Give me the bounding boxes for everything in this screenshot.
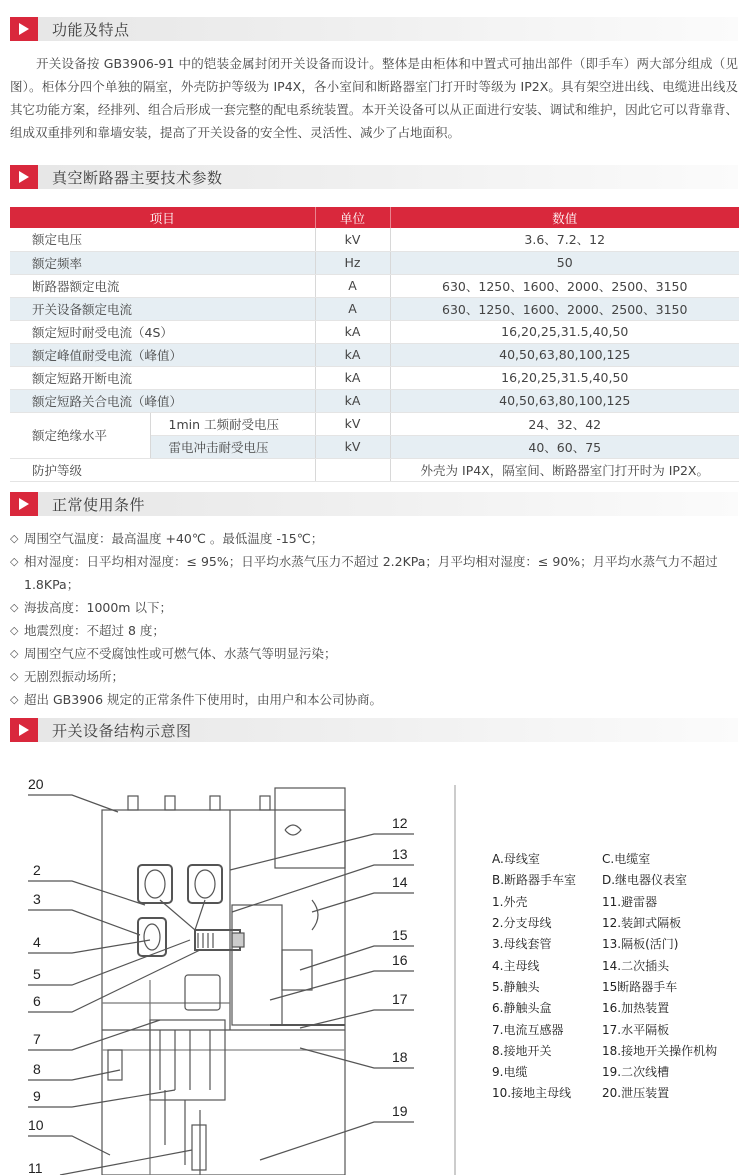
callout-19: 19	[392, 1103, 408, 1119]
table-row	[10, 412, 739, 435]
diamond-bullet-icon: ◇	[10, 693, 19, 706]
row-item: 额定短时耐受电流（4S）	[10, 320, 315, 343]
header-item: 项目	[10, 207, 315, 228]
callout-15: 15	[392, 927, 408, 943]
diamond-bullet-icon: ◇	[10, 532, 19, 545]
row-unit: kA	[315, 389, 390, 412]
row-unit: kA	[315, 343, 390, 366]
table-row	[10, 251, 739, 274]
diamond-bullet-icon: ◇	[10, 647, 19, 660]
row-item: 开关设备额定电流	[10, 297, 315, 320]
callout-16: 16	[392, 952, 408, 968]
table-header-row	[10, 207, 739, 228]
table-row	[10, 458, 739, 481]
row-value: 3.6、7.2、12	[390, 228, 739, 251]
legend-row: A.母线室 C.电缆室	[492, 852, 651, 867]
cabinet-outline	[102, 810, 345, 1175]
section-header-params	[10, 165, 738, 189]
section-title-structure: 开关设备结构示意图	[52, 721, 192, 740]
row-value: 16,20,25,31.5,40,50	[390, 320, 739, 343]
callout-2: 2	[33, 862, 41, 878]
legend-row: B.断路器手车室 D.继电器仪表室	[492, 873, 688, 888]
callout-17: 17	[392, 991, 408, 1007]
callout-10: 10	[28, 1117, 44, 1133]
callout-14: 14	[392, 874, 408, 890]
legend-row: 1.外壳 11.避雷器	[492, 894, 658, 909]
row-unit	[315, 458, 390, 481]
diagram-legend	[492, 848, 742, 1104]
table-row	[10, 389, 739, 412]
row-unit: A	[315, 274, 390, 297]
row-unit: kA	[315, 366, 390, 389]
callout-11: 11	[28, 1160, 43, 1175]
row-unit: kA	[315, 320, 390, 343]
row-unit: kV	[315, 228, 390, 251]
section-title-features: 功能及特点	[52, 20, 130, 39]
list-item: ◇ 超出 GB3906 规定的正常条件下使用时，由用户和本公司协商。	[10, 688, 738, 711]
section-header-features	[10, 17, 738, 41]
row-subitem: 雷电冲击耐受电压	[150, 435, 315, 458]
row-value: 40,50,63,80,100,125	[390, 343, 739, 366]
callout-5: 5	[33, 966, 41, 982]
table-row	[10, 297, 739, 320]
row-item: 额定峰值耐受电流（峰值）	[10, 343, 315, 366]
legend-row: 5.静触头 15断路器手车	[492, 979, 678, 994]
callout-18: 18	[392, 1049, 408, 1065]
row-item: 额定短路关合电流（峰值）	[10, 389, 315, 412]
row-item-insulation: 额定绝缘水平	[10, 412, 150, 458]
callout-3: 3	[33, 891, 41, 907]
row-item: 防护等级	[10, 458, 315, 481]
section-title-params: 真空断路器主要技术参数	[52, 168, 223, 187]
play-arrow-icon	[10, 17, 38, 41]
play-arrow-icon	[10, 165, 38, 189]
legend-row: 8.接地开关 18.接地开关操作机构	[492, 1043, 718, 1058]
callout-6: 6	[33, 993, 41, 1009]
table-row	[10, 228, 739, 251]
legend-row: 2.分支母线 12.装卸式隔板	[492, 916, 682, 931]
row-subitem: 1min 工频耐受电压	[150, 412, 315, 435]
legend-row: 6.静触头盒 16.加热装置	[492, 1001, 670, 1016]
table-row	[10, 366, 739, 389]
diamond-bullet-icon: ◇	[10, 601, 19, 614]
play-arrow-icon	[10, 492, 38, 516]
list-item: ◇ 海拔高度：1000m 以下；	[10, 596, 738, 619]
row-value: 630、1250、1600、2000、2500、3150	[390, 297, 739, 320]
legend-row: 9.电缆 19.二次线槽	[492, 1065, 670, 1080]
callout-12: 12	[392, 815, 408, 831]
diamond-bullet-icon: ◇	[10, 670, 19, 683]
row-value: 630、1250、1600、2000、2500、3150	[390, 274, 739, 297]
play-arrow-icon	[10, 718, 38, 742]
section-header-structure	[10, 718, 738, 742]
row-value: 16,20,25,31.5,40,50	[390, 366, 739, 389]
list-item: ◇ 地震烈度：不超过 8 度；	[10, 619, 738, 642]
features-paragraph: 开关设备按 GB3906-91 中的铠装金属封闭开关设备而设计。整体是由柜体和中置式可抽出部件（即手车）两大部分组成（见图）。柜体分四个单独的隔室，外壳防护等级为 IP4X，各小室间和断路器室门打开时等级为 IP2X。具有架空进出线、电缆进出线及其它功能方案，经排列、组合后形成一套完整的配电系统装置。本开关设备可以从正面进行安装、调试和维护，因此它可以背靠背、 组成双重排列和靠墙安装，提高了开关设备的安全性、灵活性、减少了占地面积。	[10, 56, 738, 140]
callout-13: 13	[392, 846, 408, 862]
row-unit: kV	[315, 412, 390, 435]
row-unit: Hz	[315, 251, 390, 274]
list-item: ◇ 无剧烈振动场所；	[10, 665, 738, 688]
callout-9: 9	[33, 1088, 41, 1104]
params-table	[10, 207, 739, 482]
row-value: 50	[390, 251, 739, 274]
row-unit: A	[315, 297, 390, 320]
callout-20: 20	[28, 776, 44, 792]
row-unit: kV	[315, 435, 390, 458]
conditions-list	[10, 527, 738, 711]
diamond-bullet-icon: ◇	[10, 555, 19, 568]
table-row	[10, 274, 739, 297]
callout-8: 8	[33, 1061, 41, 1077]
list-item: ◇ 相对湿度：日平均相对湿度：≤ 95%；日平均水蒸气压力不超过 2.2KPa；月平均相对湿度：≤ 90%；月平均水蒸气力不超过 1.8KPa；	[10, 550, 738, 596]
row-value: 外壳为 IP4X，隔室间、断路器室门打开时为 IP2X。	[390, 458, 739, 481]
header-unit: 单位	[315, 207, 390, 228]
legend-row: 4.主母线 14.二次插头	[492, 958, 670, 973]
row-item: 额定频率	[10, 251, 315, 274]
table-row	[10, 343, 739, 366]
row-value: 40、60、75	[390, 435, 739, 458]
callout-4: 4	[33, 934, 41, 950]
row-item: 额定短路开断电流	[10, 366, 315, 389]
diamond-bullet-icon: ◇	[10, 624, 19, 637]
header-value: 数值	[390, 207, 739, 228]
legend-row: 3.母线套管 13.隔板(活门)	[492, 937, 679, 952]
legend-row: 10.接地主母线 20.泄压装置	[492, 1086, 670, 1101]
row-item: 额定电压	[10, 228, 315, 251]
section-title-conditions: 正常使用条件	[52, 495, 146, 514]
list-item: ◇ 周围空气温度：最高温度 +40℃ 。最低温度 -15℃；	[10, 527, 738, 550]
row-item: 断路器额定电流	[10, 274, 315, 297]
section-header-conditions	[10, 492, 738, 516]
callout-7: 7	[33, 1031, 41, 1047]
row-value: 24、32、42	[390, 412, 739, 435]
row-value: 40,50,63,80,100,125	[390, 389, 739, 412]
table-row	[10, 320, 739, 343]
list-item: ◇ 周围空气应不受腐蚀性或可燃气体、水蒸气等明显污染；	[10, 642, 738, 665]
legend-row: 7.电流互感器 17.水平隔板	[492, 1022, 670, 1037]
